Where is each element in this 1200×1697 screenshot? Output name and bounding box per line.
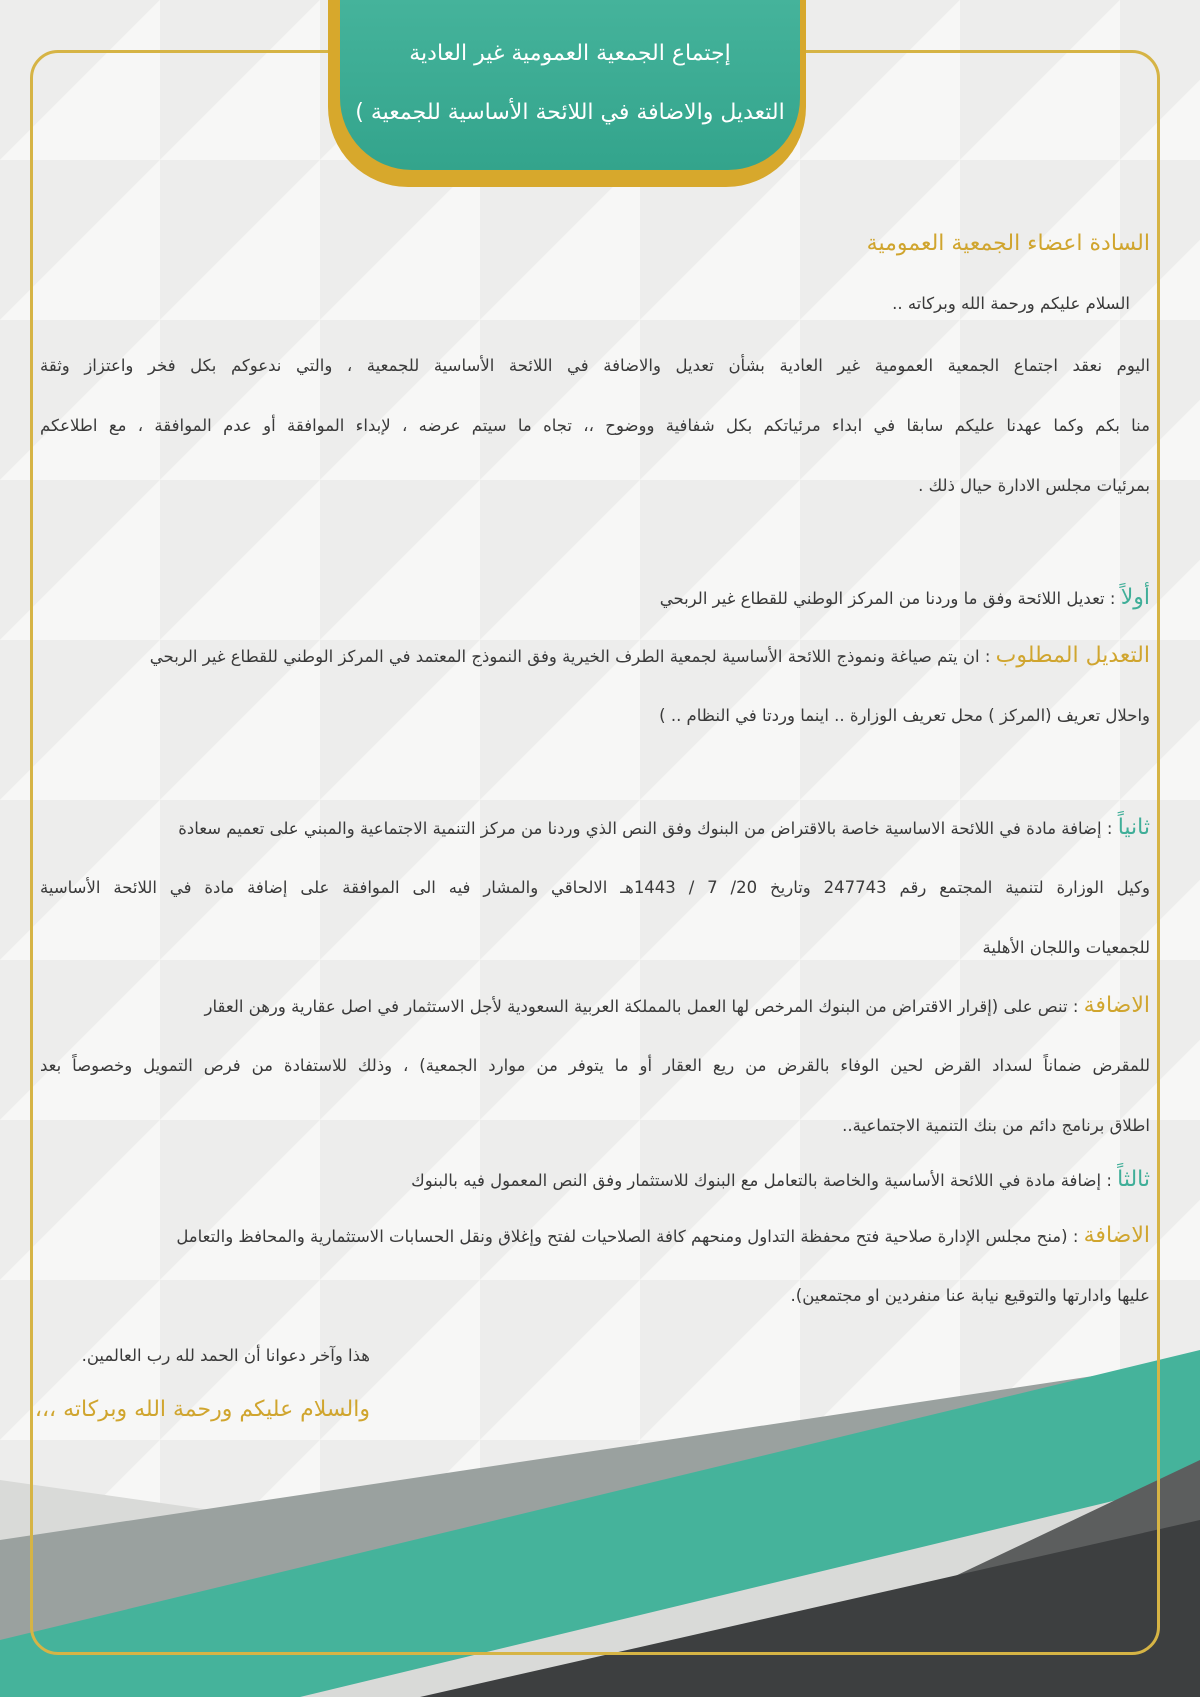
third-item [411,1167,1150,1192]
required-text-1: : ان يتم صياغة ونموذج اللائحة الأساسية لجمعية الطرف الخيرية وفق النموذج المعتمد في المركز الوطني للقطاع غير الربحي [149,647,991,666]
addition-two-text-2: عليها وادارتها والتوقيع نيابة عنا منفردين او مجتمعين). [790,1286,1150,1305]
addition-two-label: الاضافة [1083,1223,1150,1248]
header-title-line1: إجتماع الجمعية العمومية غير العادية [409,41,731,66]
intro-line-3: بمرئيات مجلس الادارة حيال ذلك . [918,476,1150,495]
required-amendment [40,643,1150,668]
header-title-line2: التعديل والاضافة في اللائحة الأساسية للجمعية ) [355,100,785,125]
addition-one-text-1: : تنص على (إقرار الاقتراض من البنوك المرخص لها العمل بالمملكة العربية السعودية لأجل الاستثمار في اصل عقارية ورهن العقار [204,997,1079,1016]
addition-one-text-2: للمقرض ضماناً لسداد القرض لحين الوفاء بالقرض من ريع العقار أو ما يتوفر من موارد الجمعية) ، وذلك للاستفادة من فرص التمويل وخصوصاً بعد [40,1056,1150,1075]
first-item [659,585,1150,610]
second-label: ثانياً [1117,815,1150,840]
header-banner [340,0,800,170]
second-text-2: وكيل الوزارة لتنمية المجتمع رقم 247743 وتاريخ 20/ 7 / 1443هـ الالحاقي والمشار فيه الى الموافقة على إضافة مادة في اللائحة الأساسية [40,878,1150,897]
greeting: السلام عليكم ورحمة الله وبركاته .. [892,294,1130,313]
third-label: ثالثاً [1117,1167,1150,1192]
first-label: أولاً [1120,585,1150,610]
addition-two-text-1: : (منح مجلس الإدارة صلاحية فتح محفظة التداول ومنحهم كافة الصلاحيات لفتح وإغلاق ونقل الحسابات الاستثمارية والمحافظ والتعامل [176,1227,1079,1246]
second-item [40,815,1150,840]
addition-one-text-3: اطلاق برنامج دائم من بنك التنمية الاجتماعية.. [842,1116,1150,1135]
second-text-1: : إضافة مادة في اللائحة الاساسية خاصة بالاقتراض من البنوك وفق النص الذي وردنا من مركز التنمية الاجتماعية والمبني على تعميم سعادة [178,819,1113,838]
required-text-2: واحلال تعريف (المركز ) محل تعريف الوزارة .. اينما وردتا في النظام .. ) [659,706,1150,725]
closing-line: والسلام عليكم ورحمة الله وبركاته ،،، [34,1397,370,1422]
third-text: : إضافة مادة في اللائحة الأساسية والخاصة بالتعامل مع البنوك للاستثمار وفق النص المعمول فيه بالبنوك [411,1171,1112,1190]
addition-two [40,1223,1150,1248]
addition-one-label: الاضافة [1083,993,1150,1018]
required-label: التعديل المطلوب [995,643,1150,668]
first-text: : تعديل اللائحة وفق ما وردنا من المركز الوطني للقطاع غير الربحي [659,589,1116,608]
ending-line: هذا وآخر دعوانا أن الحمد لله رب العالمين. [81,1346,370,1365]
addressee: السادة اعضاء الجمعية العمومية [866,231,1150,256]
intro-line-1: اليوم نعقد اجتماع الجمعية العمومية غير العادية بشأن تعديل والاضافة في اللائحة الأساسية للجمعية ، والتي ندعوكم بكل فخر واعتزاز وثقة [40,356,1150,375]
intro-line-2: منا بكم وكما عهدنا عليكم سابقا في ابداء مرئياتكم بكل شفافية ووضوح ،، تجاه ما سيتم عرضه ، لإبداء الموافقة أو عدم الموافقة ، مع اطلاعكم [40,416,1150,435]
addition-one [40,993,1150,1018]
second-text-3: للجمعيات واللجان الأهلية [982,938,1150,957]
